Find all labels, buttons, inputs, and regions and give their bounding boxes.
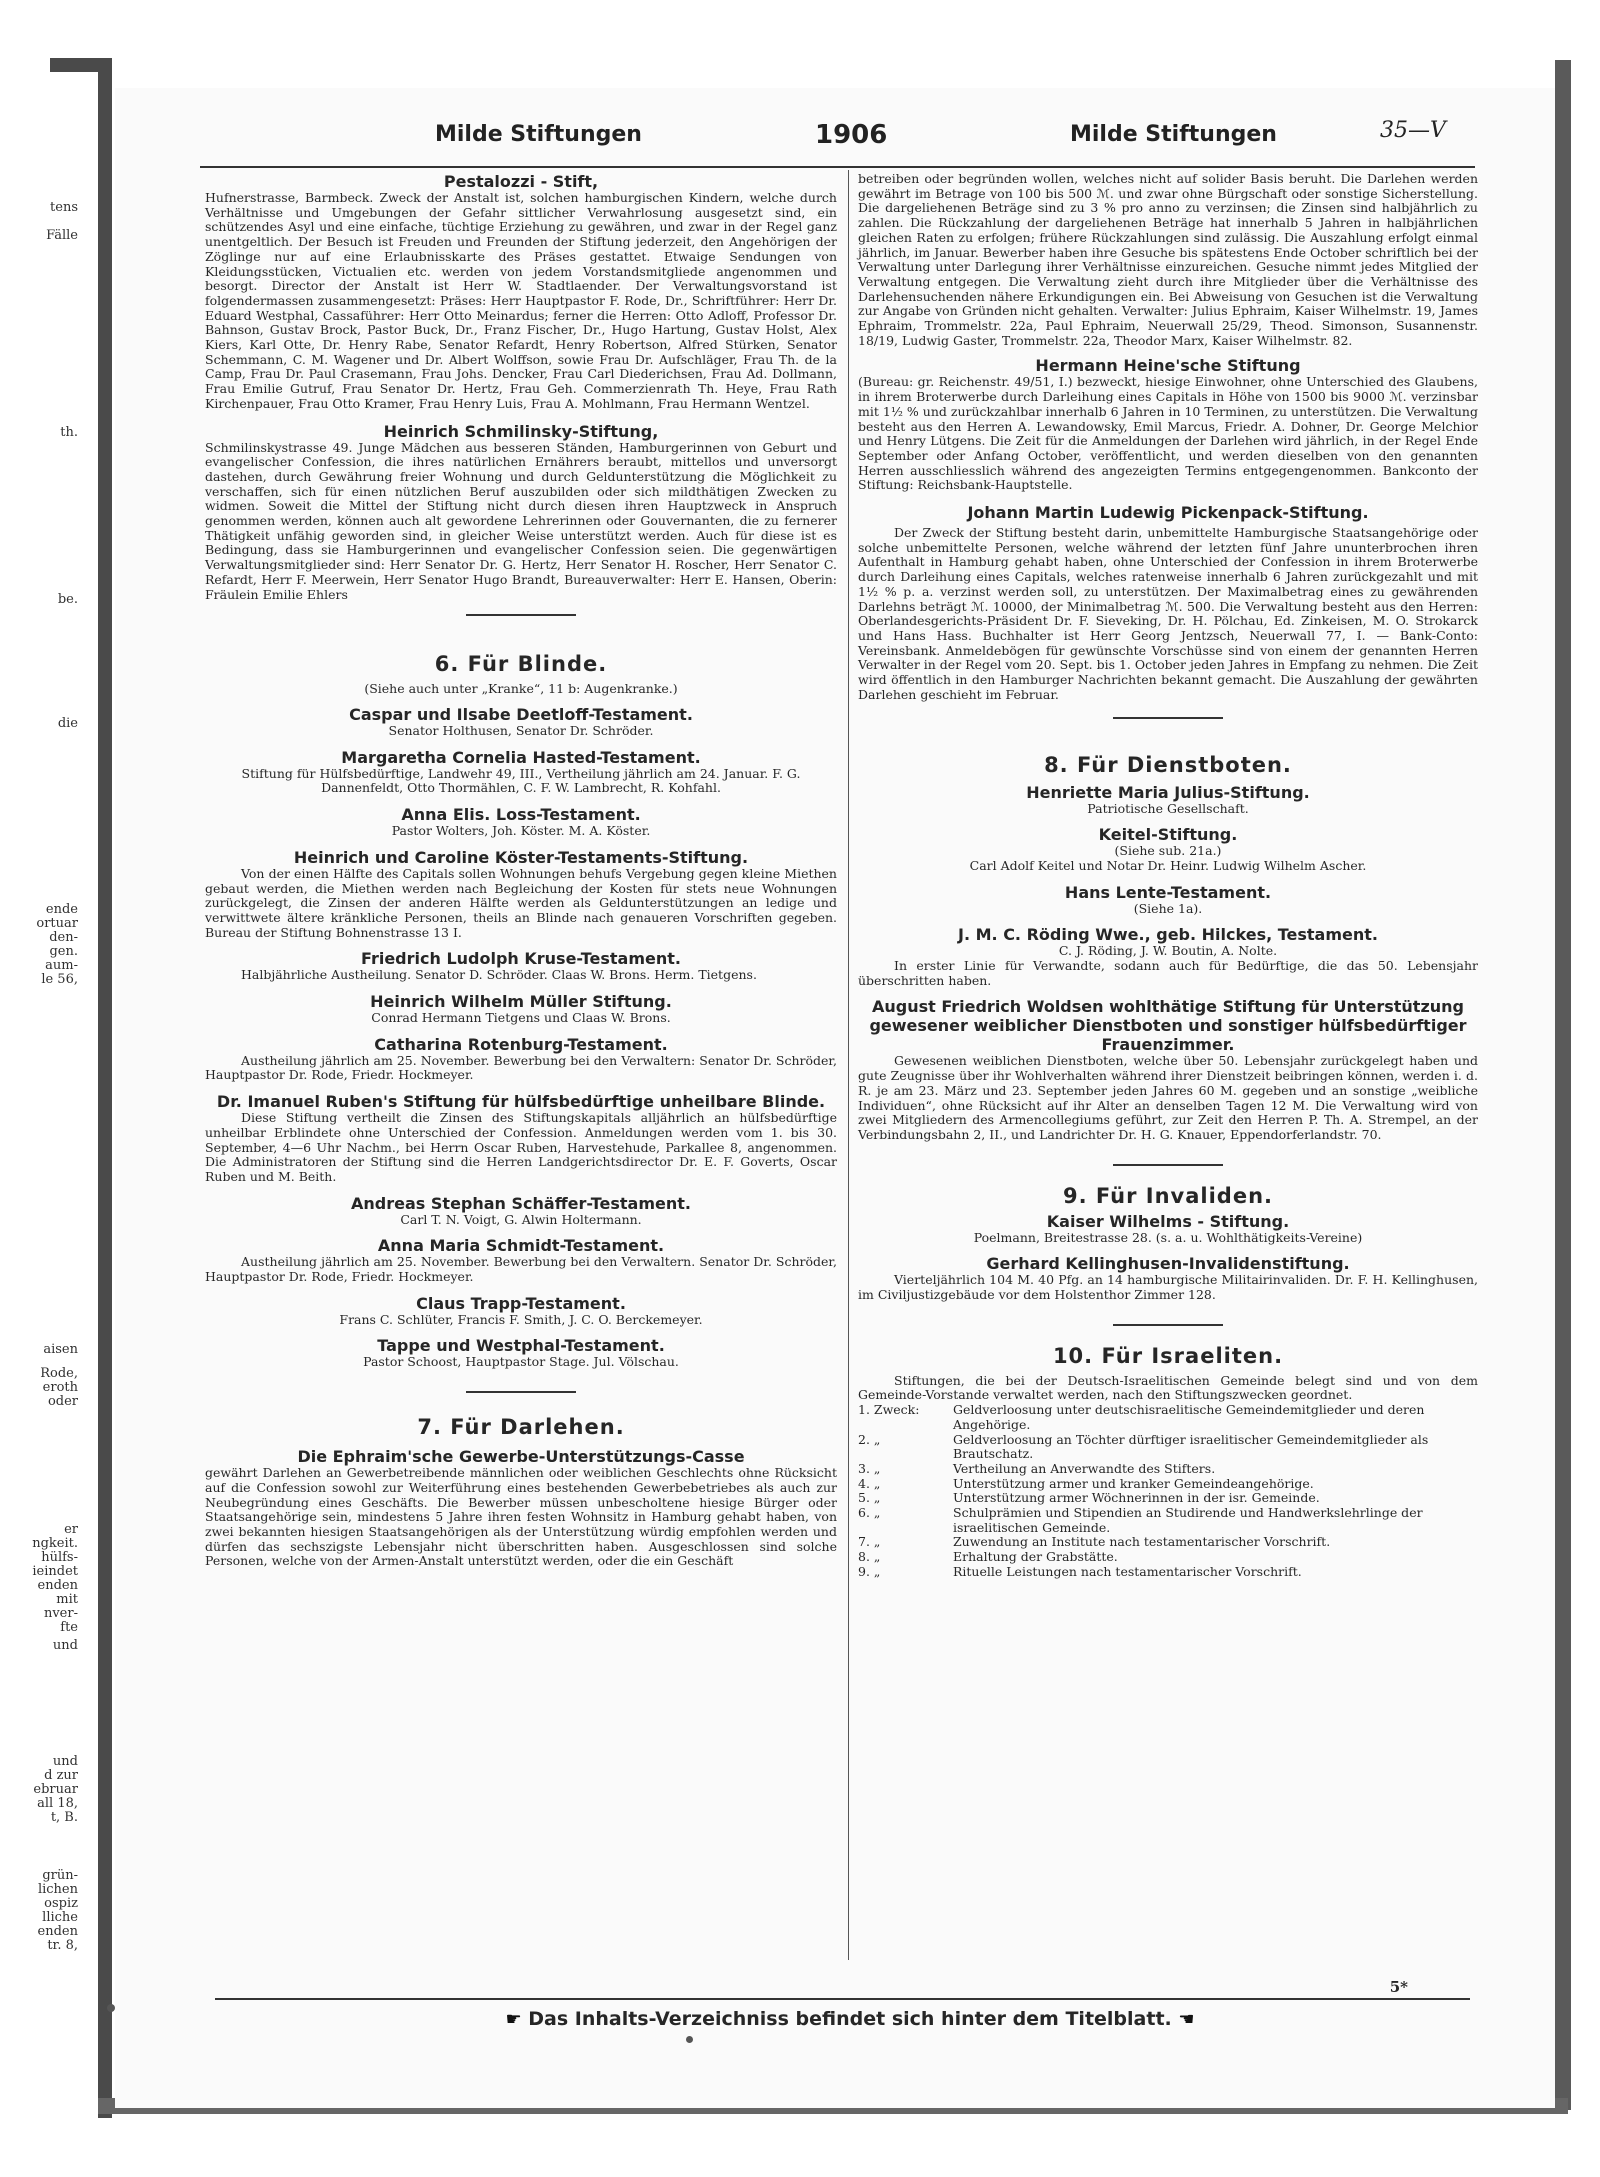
entry-text: Austheilung jährlich am 25. November. Bewerbung bei den Verwaltern. Senator Dr. Schröder, Hauptpastor Dr. Rode, Friedr. Hockmeyer. — [205, 1254, 837, 1285]
entry-text: Stiftung für Hülfsbedürftige, Landwehr 49, III., Vertheilung jährlich am 24. Januar. F. G. Dannenfeldt, Otto Thormählen, C. F. W. Lambrecht, R. Kohfahl. — [241, 765, 801, 796]
list-item-text: Zuwendung an Institute nach testamentarischer Vorschrift. — [953, 1534, 1331, 1550]
entry-text: Carl T. N. Voigt, G. Alwin Holtermann. — [400, 1211, 642, 1227]
section-6-entries — [205, 705, 837, 1379]
pointing-hand-left-icon: ☚ — [1178, 2009, 1195, 2030]
running-header-year: 1906 — [815, 120, 888, 150]
entry-title: Heinrich Wilhelm Müller Stiftung. — [370, 992, 672, 1012]
facing-page-fragment: eroth — [42, 1380, 78, 1395]
list-item-number: 4. „ — [858, 1475, 881, 1491]
bottom-dot — [686, 2036, 693, 2043]
entry-title: Kaiser Wilhelms - Stiftung. — [1046, 1211, 1290, 1231]
list-item-text: Geldverloosung unter deutschisraelitische Gemeindemitglieder und deren Angehörige. — [953, 1402, 1425, 1432]
entry-title: Die Ephraim'sche Gewerbe-Unterstützungs-Casse — [297, 1447, 745, 1467]
entry-text: Gewesenen weiblichen Dienstboten, welche über 50. Lebensjahr zurückgelegt haben und gute Zeugnisse über ihr Wohlverhalten während ihrer Dienstzeit beibringen können, werden i. d. R. je am 23. März und 23. September jeden Jahres 60 M. gegeben und an sonstige „weibliche Individuen“, ohne Rücksicht auf ihr Alter an denselben Tagen 12 M. Die Verwaltung wird von zwei Mitgliedern des Armencollegiums geführt, zur Zeit den Herren P. Th. A. Strempel, an der Verbindungsbahn 2, II., und Landrichter Dr. H. G. Knauer, Eppendorferlandstr. 70. — [858, 1053, 1478, 1142]
section-heading-6: 6. Für Blinde. — [434, 652, 608, 677]
facing-page-fragment: le 56, — [41, 972, 78, 987]
facing-page-fragment: hülfs- — [41, 1550, 78, 1565]
facing-page-fragment: d zur — [44, 1768, 78, 1783]
entry-text: Conrad Hermann Tietgens und Claas W. Brons. — [371, 1010, 671, 1026]
list-item-text: Rituelle Leistungen nach testamentarischer Vorschrift. — [953, 1563, 1302, 1579]
right-column — [858, 172, 1478, 1580]
facing-page-fragment: tens — [50, 200, 78, 215]
running-header-right: Milde Stiftungen — [1070, 122, 1277, 147]
facing-page-fragment: nver- — [43, 1606, 78, 1621]
entry-text: Hufnerstrasse, Barmbeck. Zweck der Anstalt ist, solchen hamburgischen Kindern, welche durch Verhältnisse und Umgebungen der Gefahr sittlicher Verwahrlosung ausgesetzt sind, ein schützendes Asyl und eine einfache, tüchtige Erziehung zu gewähren, und zwar in der Regel ganz unentgeltlich. Der Besuch ist Freuden und Freunden der Stiftung jederzeit, den Angehörigen der Zöglinge nur auf eine Erlaubnisskarte des Präses gestattet. Etwaige Sendungen von Kleidungsstücken, Victualien etc. werden von jedem Vorstandsmitgliede angenommen und besorgt. Director der Anstalt ist Herr W. Stadtlaender. Der Verwaltungsvorstand ist folgendermassen zusammengesetzt: Präses: Herr Hauptpastor F. Rode, Dr., Schriftführer: Herr Dr. Eduard Westphal, Cassaführer: Herr Otto Meinardus; ferner die Herren: Otto Adloff, Professor Dr. Bahnson, Gustav Brock, Pastor Buck, Dr., Franz Fischer, Dr., Hugo Hartung, Gustav Holst, Alex Kiers, Karl Otte, Dr. Henry Rabe, Senator Refardt, Henry Robertson, Alfred Stürken, Senator Schemmann, C. M. Wagener und Dr. Albert Wolffson, sowie Frau Dr. Aufschläger, Frau Th. de la Camp, Frau Dr. Paul Crasemann, Frau Johs. Dencker, Frau Carl Diederichsen, Frau Ad. Dollmann, Frau Emilie Gutruf, Frau Senator Dr. Hertz, Frau Geh. Commerzienrath Th. Heye, Frau Rath Kirchenpauer, Frau Otto Kramer, Frau Henry Luis, Frau A. Mohlmann, Frau Hermann Wentzel. — [205, 190, 837, 411]
entry-title: Friedrich Ludolph Kruse-Testament. — [361, 949, 681, 969]
entry-text: Frans C. Schlüter, Francis F. Smith, J. C. O. Berckemeyer. — [339, 1311, 703, 1327]
pointing-hand-right-icon: ☛ — [505, 2009, 522, 2030]
entry-title: Catharina Rotenburg-Testament. — [374, 1034, 668, 1054]
facing-page-fragment: all 18, — [37, 1796, 78, 1811]
list-item-number: 7. „ — [858, 1534, 881, 1550]
entry-text: gewährt Darlehen an Gewerbetreibende männlichen oder weiblichen Geschlechts ohne Rücksicht auf die Confession sowohl zur Weiterführung eines bestehenden Gewerbebetriebes als auch zur Neubegründung eines Geschäfts. Die Bewerber müssen unbescholtene hiesige Bürger oder Staatsangehörige sein, mindestens 5 Jahre ihren festen Wohnsitz in Hamburg gehabt haben, von zwei bekannten hiesigen Staatsangehörigen als der Unterstützung würdig empfohlen werden und dürfen das sechszigste Lebensjahr nicht überschritten haben. Ausgeschlossen sind solche Personen, welche von der Armen-Anstalt unterstützt werden, oder die ein Geschäft — [205, 1465, 837, 1569]
list-item-text: Schulprämien und Stipendien an Studirende und Handwerkslehrlinge der israelitischen Gemeinde. — [953, 1505, 1423, 1535]
entry-title: Hermann Heine'sche Stiftung — [1035, 356, 1301, 376]
entry-title: Heinrich Schmilinsky-Stiftung, — [383, 421, 659, 441]
entry-text: Carl Adolf Keitel und Notar Dr. Heinr. Ludwig Wilhelm Ascher. — [969, 857, 1367, 873]
list-item-text: Vertheilung an Anverwandte des Stifters. — [953, 1460, 1216, 1476]
facing-page-fragment: ieindet — [32, 1564, 78, 1579]
entry-title: Heinrich und Caroline Köster-Testaments-Stiftung. — [293, 847, 749, 867]
entry-title: Hans Lente-Testament. — [1064, 882, 1272, 902]
section-8-entries — [858, 783, 1478, 1152]
facing-page-fragment: lliche — [42, 1910, 78, 1925]
facing-page-fragment: tr. 8, — [47, 1938, 78, 1953]
entry-title: Andreas Stephan Schäffer-Testament. — [351, 1193, 691, 1213]
index-notice — [450, 2008, 1250, 2030]
facing-page-fragment: th. — [60, 425, 78, 440]
entry-text: (Siehe 1a). — [1133, 900, 1203, 916]
list-item-number: 8. „ — [858, 1549, 881, 1565]
list-item-text: Geldverloosung an Töchter dürftiger israelitischer Gemeindemitglieder als Brautschatz. — [953, 1431, 1429, 1462]
list-item-number: 2. „ — [858, 1431, 881, 1447]
list-item — [858, 1550, 1478, 1565]
facing-page-fragment: Rode, — [40, 1366, 78, 1381]
entry-text: Pastor Schoost, Hauptpastor Stage. Jul. Völschau. — [363, 1354, 679, 1370]
list-item-text: Unterstützung armer Wöchnerinnen in der isr. Gemeinde. — [953, 1490, 1320, 1506]
entry-text: Austheilung jährlich am 25. November. Bewerbung bei den Verwaltern: Senator Dr. Schröder, Hauptpastor Dr. Rode, Friedr. Hockmeyer. — [205, 1052, 837, 1083]
facing-page-fragment: und — [52, 1638, 78, 1653]
entry-title: Anna Elis. Loss-Testament. — [401, 805, 641, 825]
entry-text: (Bureau: gr. Reichenstr. 49/51, I.) bezweckt, hiesige Einwohner, ohne Unterschied des Glaubens, in ihrem Broterwerbe durch Darleihung eines Capitals in Höhe von 1500 bis 9000 ℳ. verzinsbar mit 1½ % und zurückzahlbar innerhalb 6 Jahren in 10 Terminen, zu unterstützen. Die Verwaltung besteht aus den Herren A. Lewandowsky, Emil Marcus, Friedr. A. Dohner, Dr. George Melchior und Henry Lütgens. Die Zeit für die Anmeldungen der Darlehen wird jährlich, in der Regel Ende September oder Anfang October, veröffentlicht, und werden dieselben von den genannten Herren ausschliesslich während des angezeigten Termins entgegengenommen. Bankconto der Stiftung: Reichsbank-Hauptstelle. — [858, 374, 1478, 493]
list-item-number: 6. „ — [858, 1505, 881, 1521]
facing-page-fragment: mit — [56, 1592, 78, 1607]
entry-text: Senator Holthusen, Senator Dr. Schröder. — [388, 722, 654, 738]
entry-title: Pestalozzi - Stift, — [443, 172, 599, 191]
list-item — [858, 1462, 1478, 1477]
section-heading-10: 10. Für Israeliten. — [1052, 1343, 1284, 1368]
list-item — [858, 1491, 1478, 1506]
facing-page-fragment: t, B. — [50, 1810, 78, 1825]
facing-page-fragment: die — [57, 716, 78, 731]
section-note: (Siehe auch unter „Kranke“, 11 b: Augenkranke.) — [364, 681, 678, 697]
section-heading-9: 9. Für Invaliden. — [1062, 1183, 1274, 1208]
section-heading-8: 8. Für Dienstboten. — [1044, 752, 1292, 777]
facing-page-fragment: Fälle — [46, 228, 78, 243]
margin-dot — [107, 2004, 115, 2012]
facing-page-fragment: oder — [47, 1394, 78, 1409]
list-item-number: 9. „ — [858, 1563, 881, 1579]
list-item-number: 5. „ — [858, 1490, 881, 1506]
entry-title: Johann Martin Ludewig Pickenpack-Stiftung. — [967, 503, 1369, 523]
purpose-list — [858, 1403, 1478, 1579]
list-item-number: 3. „ — [858, 1460, 881, 1476]
facing-page-fragment: gen. — [49, 944, 78, 959]
facing-page-fragment: ngkeit. — [32, 1536, 78, 1551]
facing-page-fragments — [0, 140, 82, 2090]
list-item-text: Erhaltung der Grabstätte. — [953, 1549, 1118, 1565]
column-divider — [848, 170, 849, 1960]
list-item — [858, 1477, 1478, 1492]
facing-page-fragment: er — [64, 1522, 78, 1537]
left-column — [205, 172, 837, 1569]
facing-page-fragment: aum- — [45, 958, 78, 973]
facing-page-fragment: enden — [37, 1578, 78, 1593]
page-number: 5* — [1389, 1978, 1408, 1996]
list-item — [858, 1403, 1478, 1432]
entry-text: Pastor Wolters, Joh. Köster. M. A. Köster. — [391, 823, 651, 839]
scan-edge-left — [98, 58, 112, 2118]
facing-page-fragment: ortuar — [36, 916, 78, 931]
page-reference: 35—V — [1380, 118, 1446, 143]
facing-page-fragment: aisen — [43, 1342, 78, 1357]
footer-rule — [215, 1998, 1470, 2000]
section-intro: Stiftungen, die bei der Deutsch-Israelitischen Gemeinde belegt sind und von dem Gemeinde-Vorstande verwaltet werden, nach den Stiftungszwecken geordnet. — [858, 1372, 1478, 1403]
notice-text: Das Inhalts-Verzeichniss befindet sich hinter dem Titelblatt. — [528, 2008, 1172, 2030]
running-header-left: Milde Stiftungen — [435, 122, 642, 147]
entry-text: Vierteljährlich 104 M. 40 Pfg. an 14 hamburgische Militairinvaliden. Dr. F. H. Kellinghusen, im Civiljustizgebäude vor dem Holstenthor Zimmer 128. — [858, 1272, 1478, 1303]
facing-page-fragment: den- — [49, 930, 78, 945]
entry-title: Caspar und Ilsabe Deetloff-Testament. — [349, 704, 693, 724]
section-heading-7: 7. Für Darlehen. — [417, 1415, 625, 1440]
entry-title: Claus Trapp-Testament. — [416, 1293, 626, 1313]
facing-page-fragment: ende — [45, 902, 78, 917]
entry-title: Dr. Imanuel Ruben's Stiftung für hülfsbedürftige unheilbare Blinde. — [216, 1092, 826, 1112]
facing-page-fragment: lichen — [37, 1882, 78, 1897]
entry-title: August Friedrich Woldsen wohlthätige Stiftung für Unterstützung gewesener weiblicher Dienstboten und sonstiger hülfsbedürftiger Frauenzimmer. — [869, 997, 1467, 1055]
entry-text: Poelmann, Breitestrasse 28. (s. a. u. Wohlthätigkeits-Vereine) — [973, 1229, 1363, 1245]
list-item-text: Unterstützung armer und kranker Gemeindeangehörige. — [953, 1475, 1314, 1491]
entry-text: Von der einen Hälfte des Capitals sollen Wohnungen behufs Vergebung gegen kleine Miethen gebaut werden, die Miethen werden nach Begleichung der Kosten für stets neue Wohnungen zurückgelegt, die Zinsen der anderen Hälfte werden als Geldunterstützungen an ledige und verwittwete ältere kränkliche Personen, theils an Blinde nach genaueren Vorschriften gegeben. Bureau der Stiftung Bohnenstrasse 13 I. — [205, 865, 837, 940]
entry-title: Keitel-Stiftung. — [1098, 825, 1238, 845]
scan-edge-right — [1555, 60, 1571, 2110]
entry-title: Anna Maria Schmidt-Testament. — [377, 1236, 665, 1256]
entry-text: Halbjährliche Austheilung. Senator D. Schröder. Claas W. Brons. Herm. Tietgens. — [241, 967, 757, 983]
list-item-number: 1. Zweck: — [858, 1402, 920, 1418]
entry-title: Henriette Maria Julius-Stiftung. — [1026, 782, 1310, 802]
list-item — [858, 1433, 1478, 1462]
facing-page-fragment: ospiz — [44, 1896, 78, 1911]
facing-page-fragment: enden — [37, 1924, 78, 1939]
entry-text: Schmilinskystrasse 49. Junge Mädchen aus besseren Ständen, Hamburgerinnen von Geburt und evangelischer Confession, die ihres natürlichen Ernährers beraubt, mittellos und unversorgt dastehen, durch Gewährung freier Wohnung und durch Geldunterstützung die Möglichkeit zu verschaffen, sich für einen nützlichen Beruf auszubilden oder sich mildthätigen Zwecken zu widmen. Soweit die Mittel der Stiftung nicht durch diesen ihren Hauptzweck in Anspruch genommen werden, können auch alt gewordene Lehrerinnen oder Gouvernanten, die zu fernerer Thätigkeit unfähig geworden sind, in gleicher Weise unterstützt werden. Auch für diese ist es Bedingung, dass sie Hamburgerinnen und evangelischer Confession seien. Die gegenwärtigen Verwaltungsmitglieder sind: Herr Senator Dr. G. Hertz, Herr Senator H. Roscher, Herr Senator C. Refardt, Herr F. Meerwein, Herr Senator Hugo Brandt, Bureauverwalter: Herr E. Hansen, Oberin: Fräulein Emilie Ehlers — [205, 439, 837, 602]
header-rule — [200, 166, 1475, 168]
entry-text: Diese Stiftung vertheilt die Zinsen des Stiftungskapitals alljährlich an hülfsbedürftige unheilbar Erblindete ohne Unterschied der Confession. Anmeldungen werden vom 1. bis 30. September, 4—6 Uhr Nachm., bei Herrn Oscar Ruben, Harvestehude, Parkallee 8, angenommen. Die Administratoren der Stiftung sind die Herren Landgerichtsdirector Dr. E. F. Goverts, Oscar Ruben und M. Beith. — [205, 1110, 837, 1184]
list-item — [858, 1565, 1478, 1580]
section-9-entries — [858, 1212, 1478, 1312]
entry-title: Tappe und Westphal-Testament. — [377, 1336, 665, 1356]
entry-title: Gerhard Kellinghusen-Invalidenstiftung. — [986, 1254, 1350, 1274]
entry-text: In erster Linie für Verwandte, sodann auch für Bedürftige, die das 50. Lebensjahr überschritten haben. — [858, 958, 1478, 988]
entry-text: C. J. Röding, J. W. Boutin, A. Nolte. — [1058, 943, 1278, 959]
facing-page-fragment: grün- — [42, 1868, 78, 1883]
entry-title: Margaretha Cornelia Hasted-Testament. — [341, 747, 701, 767]
facing-page-fragment: ebruar — [33, 1782, 78, 1797]
entry-text-continued: betreiben oder begründen wollen, welches nicht auf solider Basis beruht. Die Darlehen werden gewährt im Betrage von 100 bis 500 ℳ. und zwar ohne Bürgschaft oder sonstige Sicherstellung. Die dargeliehenen Beträge sind zu 3 % pro anno zu verzinsen; die Zinsen sind halbjährlich zu zahlen. Die Rückzahlung der dargeliehenen Beträge hat innerhalb 5 Jahren in halbjährlichen gleichen Raten zu erfolgen; frühere Rückzahlungen sind zulässig. Die Auszahlung erfolgt einmal jährlich, im Januar. Bewerber haben ihre Gesuche bis spätestens Ende October schriftlich bei der Verwaltung unter Darlegung ihrer Verhältnisse einzureichen. Gesuche nimmt jedes Mitglied der Verwaltung entgegen. Die Verwaltung zieht durch ihre Mitglieder über die Verhältnisse des Darlehensuchenden nähere Erkundigungen ein. Bei Abweisung von Gesuchen ist die Verwaltung zur Angabe von Gründen nicht gehalten. Verwalter: Julius Ephraim, Kaiser Wilhelmstr. 19, James Ephraim, Trommelstr. 22a, Paul Ephraim, Neuerwall 25/29, Theod. Simonson, Susannenstr. 18/19, Ludwig Gaster, Trommelstr. 22a, Theodor Marx, Kaiser Wilhelmstr. 82. — [858, 171, 1478, 348]
facing-page-fragment: und — [52, 1754, 78, 1769]
entry-text: Patriotische Gesellschaft. — [1087, 800, 1249, 816]
entry-title: J. M. C. Röding Wwe., geb. Hilckes, Testament. — [958, 925, 1378, 945]
list-item — [858, 1506, 1478, 1535]
facing-page-fragment: be. — [57, 592, 78, 607]
entry-text: Der Zweck der Stiftung besteht darin, unbemittelte Hamburgische Staatsangehörige oder solche unbemittelte Personen, welche während der letzten fünf Jahre ununterbrochen ihren Aufenthalt in Hamburg gehabt haben, ohne Unterschied der Confession in ihrem Broterwerbe durch Darleihung eines Capitals, welches ratenweise innerhalb 6 Jahren zurückgezahlt und mit 1½ % p. a. verzinst werden soll, zu unterstützen. Der Maximalbetrag eines zu gewährenden Darlehns beträgt ℳ. 10000, der Minimalbetrag ℳ. 500. Die Verwaltung besteht aus den Herren: Oberlandesgerichts-Präsident Dr. F. Sieveking, Dr. H. Pölchau, Ed. Zinkeisen, M. O. Strokarck und Hans Hass. Buchhalter ist Herr Georg Jentzsch, Neuerwall 77, I. — Bank-Conto: Vereinsbank. Anmeldebögen für gewünschte Vorschüsse sind von einem der genannten Herren Verwalter in der Regel vom 20. Sept. bis 1. October jeden Jahres in Empfang zu nehmen. Die Zeit wird öffentlich in den Hamburger Nachrichten bekannt gemacht. Die Auszahlung der gewährten Darlehen geschieht im Februar. — [858, 525, 1478, 702]
list-item — [858, 1535, 1478, 1550]
entry-text: (Siehe sub. 21a.) — [1114, 843, 1222, 859]
facing-page-fragment: fte — [60, 1620, 78, 1635]
